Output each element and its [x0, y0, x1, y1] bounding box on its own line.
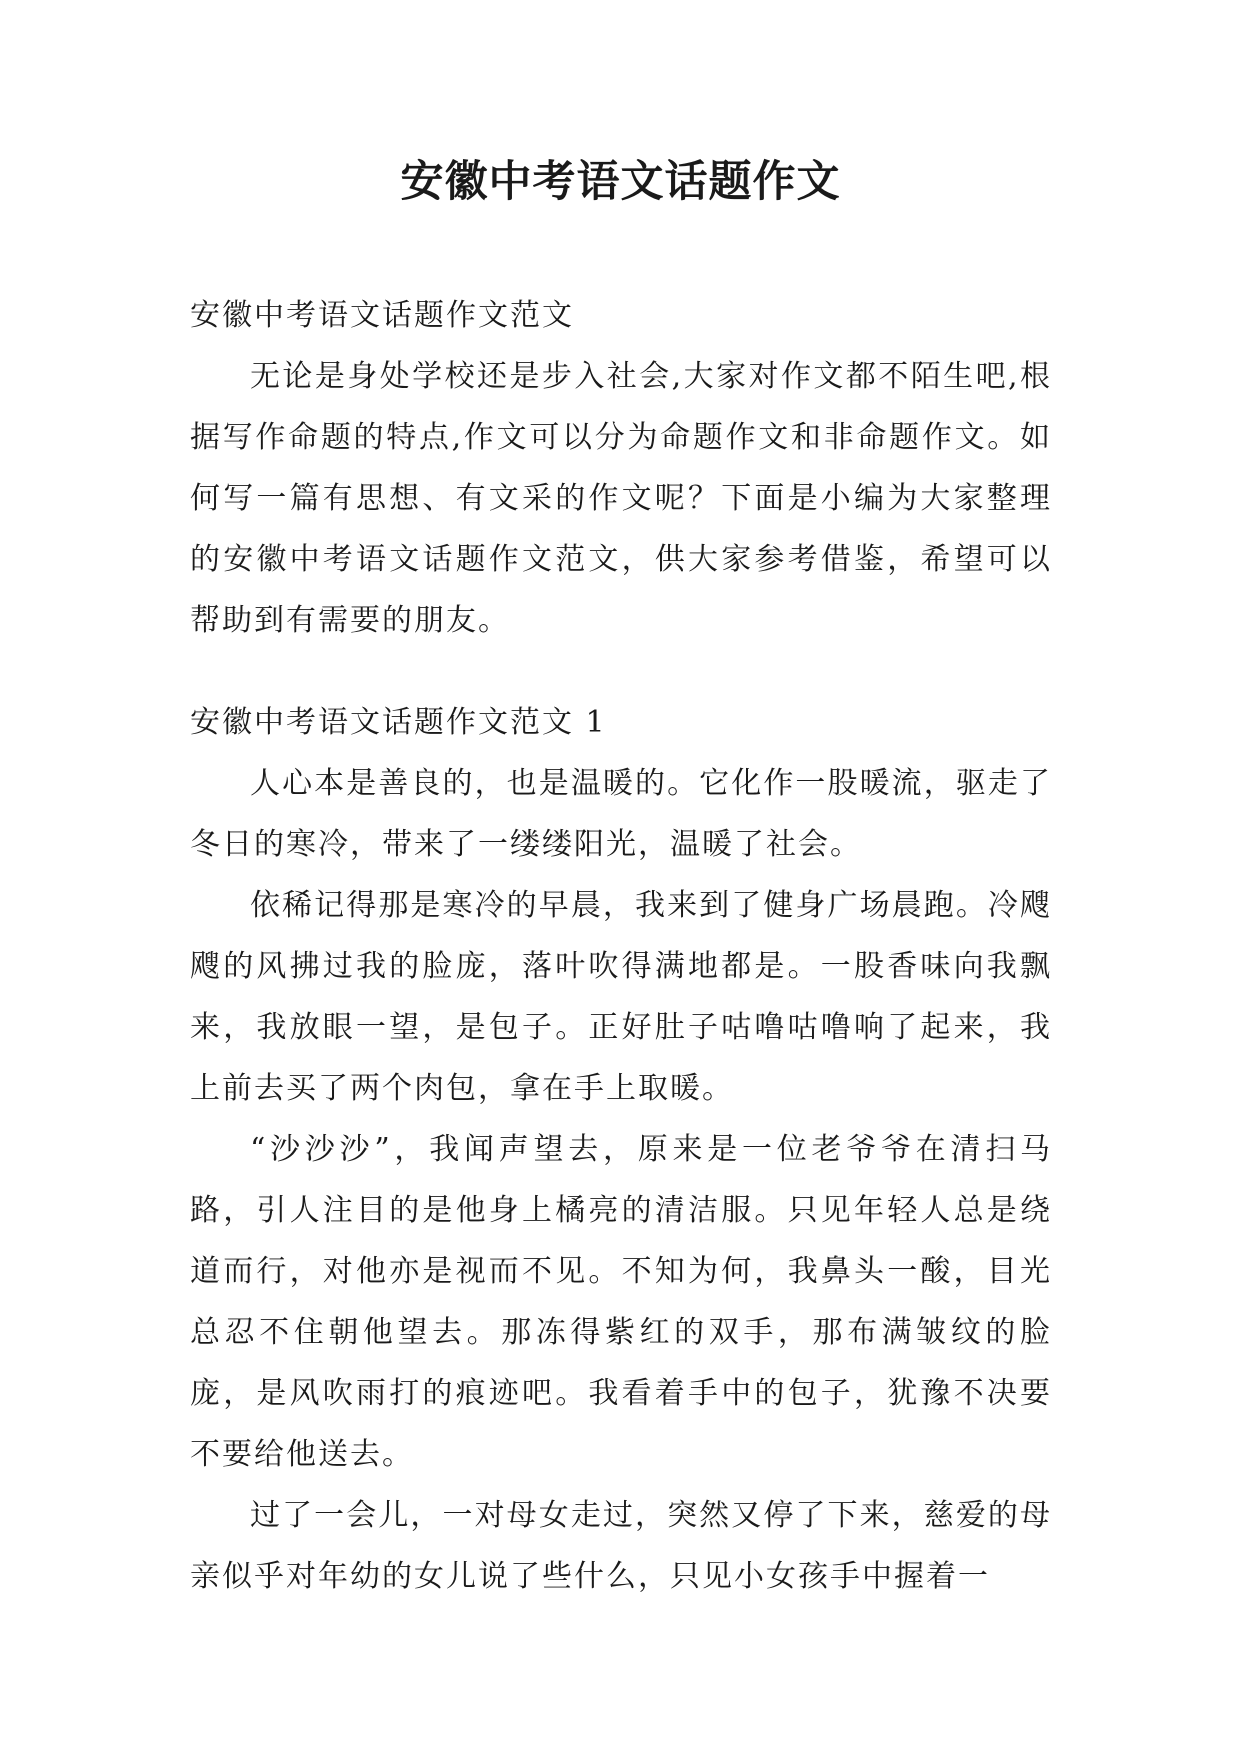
intro-paragraph: 无论是身处学校还是步入社会,大家对作文都不陌生吧,根据写作命题的特点,作文可以分为命题作文和非命题作文。如何写一篇有思想、有文采的作文呢？下面是小编为大家整理的安徽中考语文话题作文范文，供大家参考借鉴，希望可以帮助到有需要的朋友。	[190, 359, 1052, 638]
document-body	[190, 285, 1052, 1607]
document-title: 安徽中考语文话题作文	[400, 157, 841, 207]
essay-paragraph: 过了一会儿，一对母女走过，突然又停了下来，慈爱的母亲似乎对年幼的女儿说了些什么，只见小女孩手中握着一	[190, 1498, 1052, 1594]
essay-paragraph: 依稀记得那是寒冷的早晨，我来到了健身广场晨跑。冷飕飕的风拂过我的脸庞，落叶吹得满地都是。一股香味向我飘来，我放眼一望，是包子。正好肚子咕噜咕噜响了起来，我上前去买了两个肉包，拿在手上取暖。	[190, 888, 1052, 1106]
section-gap	[190, 651, 1052, 692]
essay1-heading: 安徽中考语文话题作文范文 1	[190, 705, 607, 740]
essay-paragraph: 人心本是善良的，也是温暖的。它化作一股暖流，驱走了冬日的寒冷，带来了一缕缕阳光，温暖了社会。	[190, 766, 1052, 862]
intro-heading: 安徽中考语文话题作文范文	[190, 298, 574, 333]
essay-paragraph: “沙沙沙”，我闻声望去，原来是一位老爷爷在清扫马路，引人注目的是他身上橘亮的清洁服。只见年轻人总是绕道而行，对他亦是视而不见。不知为何，我鼻头一酸，目光总忍不住朝他望去。那冻得紫红的双手，那布满皱纹的脸庞，是风吹雨打的痕迹吧。我看着手中的包子，犹豫不决要不要给他送去。	[190, 1132, 1052, 1472]
